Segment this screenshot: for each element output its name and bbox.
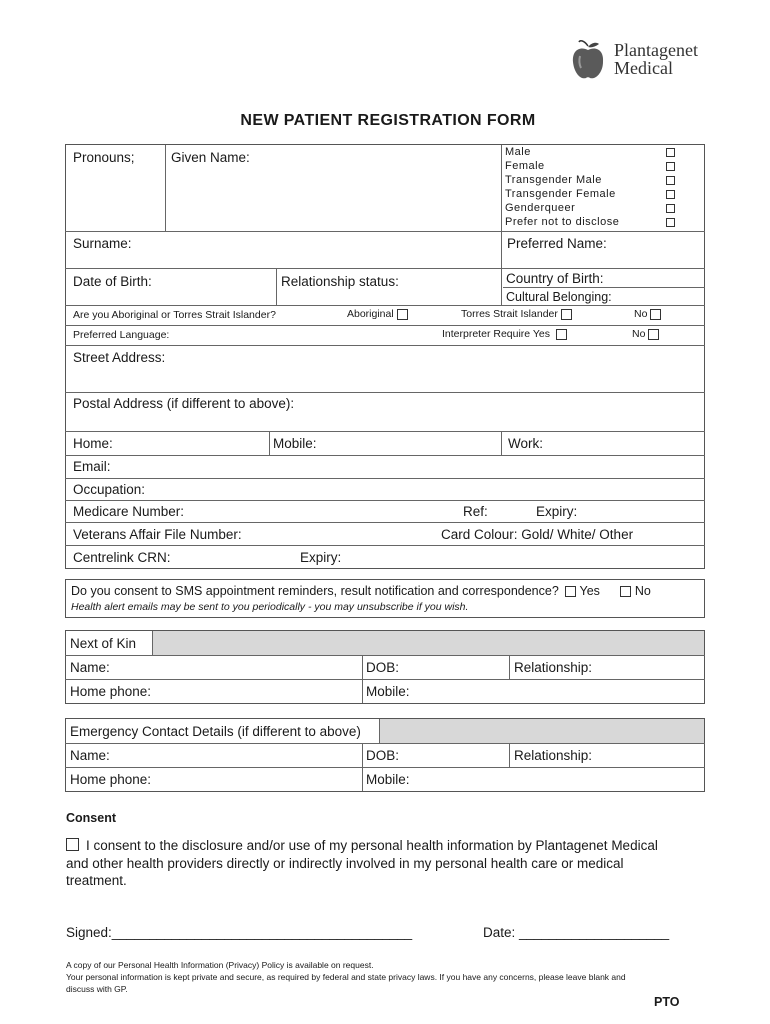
surname-field[interactable]: Surname: [73, 236, 132, 251]
nok-mobile-field[interactable]: Mobile: [366, 684, 410, 699]
medicare-expiry-field[interactable]: Expiry: [536, 504, 578, 519]
next-of-kin-header: Next of Kin [70, 636, 137, 651]
checkbox[interactable] [666, 218, 675, 227]
nok-dob-field[interactable]: DOB: [366, 660, 400, 675]
aboriginal-option[interactable]: Aboriginal [347, 308, 408, 320]
work-phone-field[interactable]: Work: [508, 436, 544, 451]
medicare-number-field[interactable]: Medicare Number: [73, 504, 185, 519]
street-address-field[interactable]: Street Address: [73, 350, 166, 365]
consent-heading: Consent [66, 811, 116, 825]
signature-field[interactable]: Signed:________________________________________ [66, 925, 413, 940]
gender-option-transgender-male[interactable]: Transgender Male [505, 174, 701, 188]
pronouns-label: Pronouns; [73, 150, 135, 165]
emergency-mobile-field[interactable]: Mobile: [366, 772, 410, 787]
dob-field[interactable]: Date of Birth: [73, 274, 152, 289]
centrelink-crn-field[interactable]: Centrelink CRN: [73, 550, 171, 565]
checkbox[interactable] [561, 309, 572, 320]
preferred-language-field[interactable]: Preferred Language: [73, 329, 170, 341]
emergency-relationship-field[interactable]: Relationship: [514, 748, 593, 763]
cultural-belonging-field[interactable]: Cultural Belonging: [506, 290, 612, 304]
email-field[interactable]: Email: [73, 459, 111, 474]
consent-checkbox[interactable] [66, 838, 79, 851]
consent-line-2: and other health providers directly or indirectly involved in my personal health care or medical [66, 856, 624, 871]
medicare-ref-field[interactable]: Ref: [463, 504, 488, 519]
gender-option-prefer-not[interactable]: Prefer not to disclose [505, 216, 701, 230]
checkbox[interactable] [666, 148, 675, 157]
logo-line-1: Plantagenet [614, 40, 698, 60]
country-of-birth-field[interactable]: Country of Birth: [506, 271, 604, 286]
card-colour-field[interactable]: Card Colour: Gold/ White/ Other [441, 527, 634, 542]
interpreter-yes-option[interactable]: Interpreter Require Yes [442, 328, 567, 340]
checkbox[interactable] [666, 162, 675, 171]
checkbox[interactable] [397, 309, 408, 320]
nok-home-phone-field[interactable]: Home phone: [70, 684, 152, 699]
emergency-name-field[interactable]: Name: [70, 748, 110, 763]
gender-option-genderqueer[interactable]: Genderqueer [505, 202, 701, 216]
occupation-field[interactable]: Occupation: [73, 482, 146, 497]
mobile-field[interactable]: Mobile: [273, 436, 317, 451]
footer-line-3: discuss with GP. [66, 984, 128, 994]
footer-line-2: Your personal information is kept private and secure, as required by federal and state privacy laws. If you have any concerns, please leave blank and [66, 972, 626, 982]
checkbox[interactable] [666, 204, 675, 213]
emergency-header: Emergency Contact Details (if different to above) [70, 724, 361, 739]
pto-label: PTO [654, 995, 680, 1009]
checkbox[interactable] [666, 190, 675, 199]
gender-option-transgender-female[interactable]: Transgender Female [505, 188, 701, 202]
checkbox[interactable] [556, 329, 567, 340]
preferred-name-field[interactable]: Preferred Name: [507, 236, 607, 251]
sms-no-checkbox[interactable] [620, 586, 631, 597]
checkbox[interactable] [666, 176, 675, 185]
consent-line-3: treatment. [66, 873, 127, 888]
torres-option[interactable]: Torres Strait Islander [461, 308, 572, 320]
sms-note: Health alert emails may be sent to you periodically - you may unsubscribe if you wish. [71, 601, 469, 613]
home-phone-field[interactable]: Home: [73, 436, 113, 451]
sms-question: Do you consent to SMS appointment reminders, result notification and correspondence? Yes No [71, 584, 651, 598]
logo-line-2: Medical [614, 58, 673, 78]
apple-icon [570, 38, 606, 82]
logo [570, 38, 720, 84]
aboriginal-no-option[interactable]: No [634, 308, 661, 320]
given-name-field[interactable]: Given Name: [171, 150, 250, 165]
consent-line-1: I consent to the disclosure and/or use of my personal health information by Plantagenet Medical [66, 838, 658, 853]
emergency-dob-field[interactable]: DOB: [366, 748, 400, 763]
gender-options [505, 146, 701, 230]
footer-line-1: A copy of our Personal Health Information (Privacy) Policy is available on request. [66, 960, 374, 970]
nok-relationship-field[interactable]: Relationship: [514, 660, 593, 675]
sms-yes-checkbox[interactable] [565, 586, 576, 597]
gender-option-female[interactable]: Female [505, 160, 701, 174]
gender-option-male[interactable]: Male [505, 146, 701, 160]
veterans-file-field[interactable]: Veterans Affair File Number: [73, 527, 242, 542]
emergency-home-phone-field[interactable]: Home phone: [70, 772, 152, 787]
interpreter-no-option[interactable]: No [632, 328, 659, 340]
nok-name-field[interactable]: Name: [70, 660, 110, 675]
postal-address-field[interactable]: Postal Address (if different to above): [73, 396, 295, 411]
centrelink-expiry-field[interactable]: Expiry: [300, 550, 342, 565]
checkbox[interactable] [648, 329, 659, 340]
date-field[interactable]: Date: ____________________ [483, 925, 670, 940]
relationship-status-field[interactable]: Relationship status: [281, 274, 399, 289]
aboriginal-question: Are you Aboriginal or Torres Strait Islander? [73, 309, 276, 321]
checkbox[interactable] [650, 309, 661, 320]
page-title: NEW PATIENT REGISTRATION FORM [240, 112, 536, 129]
